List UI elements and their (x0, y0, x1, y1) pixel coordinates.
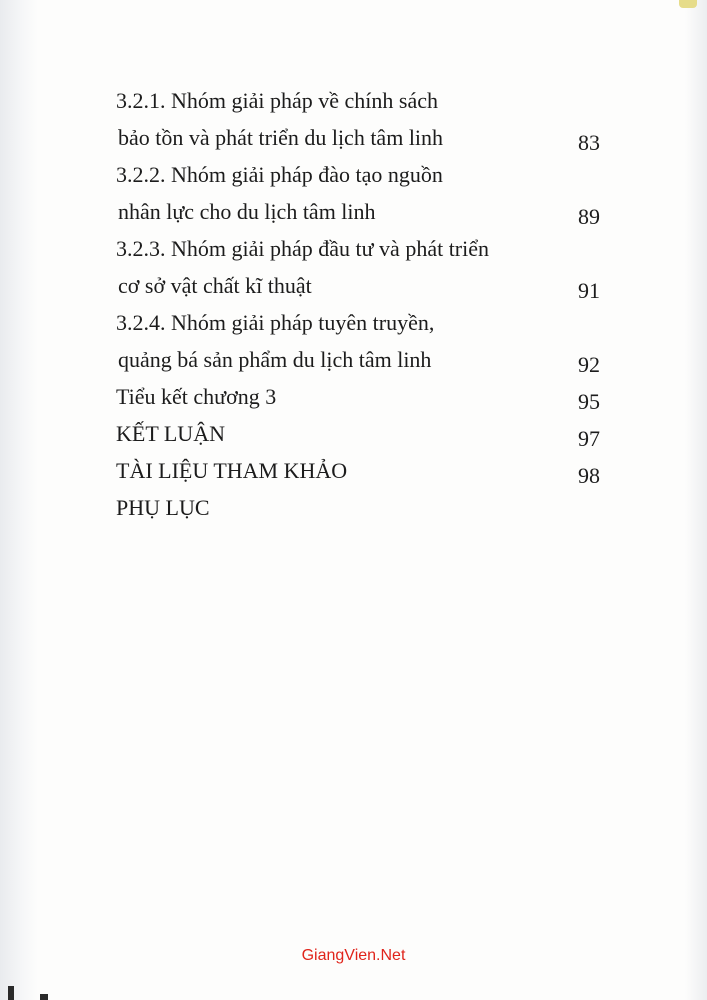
toc-entry-title: cơ sở vật chất kĩ thuật (118, 273, 312, 298)
toc-entry (116, 156, 600, 193)
toc-entry-title: KẾT LUẬN (116, 421, 225, 446)
toc-entry (116, 489, 600, 526)
toc-entry-title: Tiểu kết chương 3 (116, 384, 277, 409)
corner-tab-mark (679, 0, 697, 8)
toc-entry-title: bảo tồn và phát triển du lịch tâm linh (118, 125, 444, 150)
toc-entry-page: 83 (578, 130, 600, 155)
scan-edge-mark (8, 986, 14, 1000)
toc-entry (116, 378, 600, 415)
toc-entry-title: quảng bá sản phẩm du lịch tâm linh (118, 347, 432, 372)
toc-entry (116, 82, 600, 119)
scan-edge-mark (40, 994, 48, 1000)
toc-entry (116, 304, 600, 341)
site-watermark: GiangVien.Net (301, 947, 406, 964)
toc-entry-title: 3.2.2. Nhóm giải pháp đào tạo nguồn (116, 162, 443, 187)
toc-entry (116, 341, 600, 378)
toc-entry-title: nhân lực cho du lịch tâm linh (118, 199, 376, 224)
toc-entry-title: TÀI LIỆU THAM KHẢO (116, 458, 348, 483)
toc-entry-page: 97 (578, 426, 600, 451)
toc-entry (116, 415, 600, 452)
toc-entry (116, 193, 600, 230)
toc-entry (116, 119, 600, 156)
page-shadow-left (0, 0, 38, 1000)
toc-entry-page: 92 (578, 352, 600, 377)
toc-entry-title: 3.2.1. Nhóm giải pháp về chính sách (116, 88, 438, 113)
toc-entry (116, 230, 600, 267)
toc-entry (116, 267, 600, 304)
toc-entry-page: 95 (578, 389, 600, 414)
table-of-contents (116, 82, 600, 526)
toc-entry (116, 452, 600, 489)
toc-entry-title: 3.2.3. Nhóm giải pháp đầu tư và phát triển (116, 236, 490, 261)
toc-entry-page: 98 (578, 463, 600, 488)
page-shadow-right (685, 0, 707, 1000)
toc-entry-title: 3.2.4. Nhóm giải pháp tuyên truyền, (116, 310, 435, 335)
toc-entry-title: PHỤ LỤC (116, 495, 210, 520)
toc-entry-page: 91 (578, 278, 600, 303)
toc-entry-page: 89 (578, 204, 600, 229)
